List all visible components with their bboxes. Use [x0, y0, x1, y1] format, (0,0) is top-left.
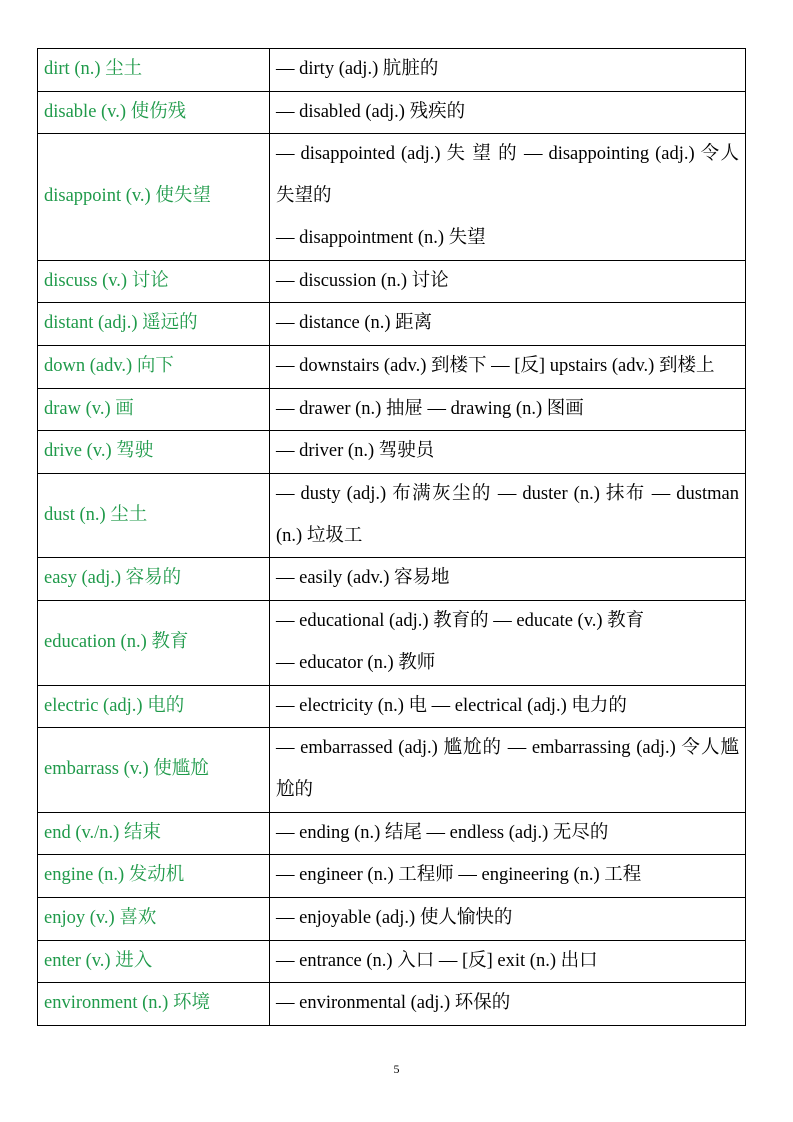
table-row [38, 134, 746, 260]
derivative-line: — drawer (n.) 抽屉 — drawing (n.) 图画 [276, 398, 584, 419]
table-row [38, 812, 746, 855]
headword-cell: end (v./n.) 结束 [38, 812, 270, 855]
headword-cell: enter (v.) 进入 [38, 940, 270, 983]
table-row [38, 728, 746, 812]
derivatives-cell [270, 91, 746, 134]
derivatives-cell [270, 134, 746, 260]
table-row [38, 91, 746, 134]
table-row [38, 855, 746, 898]
table-row [38, 260, 746, 303]
table-row [38, 685, 746, 728]
headword-cell: drive (v.) 驾驶 [38, 431, 270, 474]
derivative-line: — distance (n.) 距离 [276, 313, 433, 334]
derivatives-cell [270, 983, 746, 1026]
derivatives-cell [270, 388, 746, 431]
derivative-line: — electricity (n.) 电 — electrical (adj.) 电力的 [276, 695, 627, 716]
table-row [38, 898, 746, 941]
headword-cell: embarrass (v.) 使尴尬 [38, 728, 270, 812]
derivative-line: — enjoyable (adj.) 使人愉快的 [276, 908, 513, 929]
derivative-line: — disabled (adj.) 残疾的 [276, 101, 466, 122]
derivative-line: — downstairs (adv.) 到楼下 — [反] upstairs (adv.) 到楼上 [276, 355, 715, 376]
derivatives-cell [270, 431, 746, 474]
headword-cell: easy (adj.) 容易的 [38, 558, 270, 601]
derivatives-cell [270, 260, 746, 303]
table-row [38, 558, 746, 601]
headword-cell: electric (adj.) 电的 [38, 685, 270, 728]
derivative-line: — embarrassed (adj.) 尴尬的 — embarrassing (adj.) 令人尴尬的 [276, 738, 739, 800]
derivative-line: — dusty (adj.) 布满灰尘的 — duster (n.) 抹布 — dustman (n.) 垃圾工 [276, 484, 739, 546]
derivative-line: — entrance (n.) 入口 — [反] exit (n.) 出口 [276, 950, 598, 971]
headword-cell: dirt (n.) 尘土 [38, 49, 270, 92]
vocabulary-table-body [38, 49, 746, 1026]
page-number: 5 [393, 1062, 400, 1076]
derivative-line: — educator (n.) 教师 [276, 652, 436, 673]
derivatives-cell [270, 855, 746, 898]
derivative-line: — easily (adv.) 容易地 [276, 568, 450, 589]
table-row [38, 345, 746, 388]
derivative-line: — environmental (adj.) 环保的 [276, 993, 511, 1014]
derivatives-cell [270, 685, 746, 728]
table-row [38, 983, 746, 1026]
headword-cell: enjoy (v.) 喜欢 [38, 898, 270, 941]
derivatives-cell [270, 812, 746, 855]
derivative-line: — discussion (n.) 讨论 [276, 270, 449, 291]
headword-cell: distant (adj.) 遥远的 [38, 303, 270, 346]
table-row [38, 388, 746, 431]
derivatives-cell [270, 601, 746, 685]
headword-cell: down (adv.) 向下 [38, 345, 270, 388]
headword-cell: dust (n.) 尘土 [38, 474, 270, 558]
derivatives-cell [270, 474, 746, 558]
derivatives-cell [270, 898, 746, 941]
vocabulary-table [37, 48, 746, 1026]
derivatives-cell [270, 728, 746, 812]
table-row [38, 940, 746, 983]
table-row [38, 49, 746, 92]
derivatives-cell [270, 345, 746, 388]
derivative-line: — ending (n.) 结尾 — endless (adj.) 无尽的 [276, 822, 609, 843]
derivative-line: — driver (n.) 驾驶员 [276, 441, 435, 462]
derivative-line: — dirty (adj.) 肮脏的 [276, 59, 439, 79]
derivative-line: — educational (adj.) 教育的 — educate (v.) 教育 [276, 611, 645, 632]
headword-cell: environment (n.) 环境 [38, 983, 270, 1026]
table-row [38, 431, 746, 474]
derivatives-cell [270, 940, 746, 983]
derivatives-cell [270, 49, 746, 92]
headword-cell: disappoint (v.) 使失望 [38, 134, 270, 260]
derivative-line: — disappointed (adj.) 失 望 的 — disappointing (adj.) 令人失望的 [276, 144, 739, 207]
headword-cell: education (n.) 教育 [38, 601, 270, 685]
headword-cell: draw (v.) 画 [38, 388, 270, 431]
table-row [38, 474, 746, 558]
headword-cell: discuss (v.) 讨论 [38, 260, 270, 303]
derivative-line: — disappointment (n.) 失望 [276, 227, 486, 248]
derivatives-cell [270, 558, 746, 601]
headword-cell: disable (v.) 使伤残 [38, 91, 270, 134]
derivatives-cell [270, 303, 746, 346]
table-row [38, 303, 746, 346]
table-row [38, 601, 746, 685]
headword-cell: engine (n.) 发动机 [38, 855, 270, 898]
derivative-line: — engineer (n.) 工程师 — engineering (n.) 工程 [276, 865, 642, 886]
